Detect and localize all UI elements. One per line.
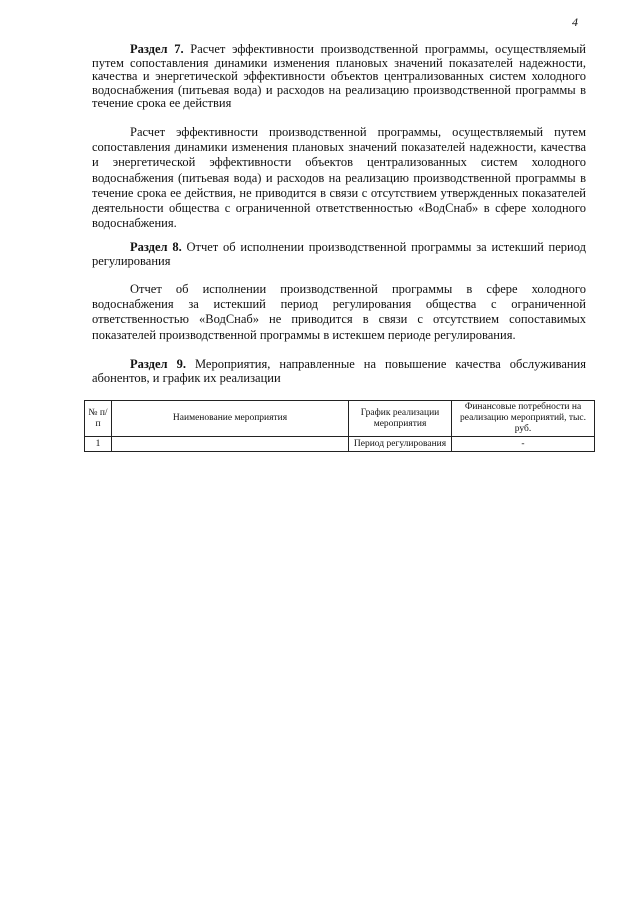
cell-finance: - [452,437,595,452]
section-7-heading [92,43,586,111]
section-7-body: Расчет эффективности производственной программы, осуществляемый путем сопоставления динамики изменения плановых значений показателей надежности, качества и энергетической эффективности объектов централизованных систем холодного водоснабжения (питьевая вода) и расходов на реализацию производственной программы в течение срока ее действия, не приводится в связи с отсутствием утвержденных показателей деятельности общества с ограниченной ответственностью «ВодСнаб» в сфере холодного водоснабжения. [92,125,586,231]
header-num: № п/п [85,401,112,437]
measures-table [84,400,595,452]
section-9-heading [92,358,586,385]
header-finance: Финансовые потребности на реализацию мероприятий, тыс. руб. [452,401,595,437]
section-8-body: Отчет об исполнении производственной программы в сфере холодного водоснабжения за истекший период регулирования общества с ограниченной ответственностью «ВодСнаб» не приводится в связи с отсутствием сопоставимых показателей производственной программы в истекшем периоде регулирования. [92,282,586,342]
section-8-heading [92,241,586,268]
section-7-label: Раздел 7. [130,42,184,56]
section-8-label: Раздел 8. [130,240,182,254]
page-number: 4 [572,15,578,29]
cell-schedule: Период регулирования [349,437,452,452]
cell-name [112,437,349,452]
table-row [85,437,595,452]
cell-num: 1 [85,437,112,452]
section-8-title: Отчет об исполнении производственной программы за истекший период регулирования [92,240,586,268]
table-header-row [85,401,595,437]
section-9-title: Мероприятия, направленные на повышение качества обслуживания абонентов, и график их реализации [92,357,586,385]
header-name: Наименование мероприятия [112,401,349,437]
section-9-label: Раздел 9. [130,357,186,371]
section-7-title: Расчет эффективности производственной программы, осуществляемый путем сопоставления динамики изменения плановых значений показателей надежности, качества и энергетической эффективности объектов централизованных систем холодного водоснабжения (питьевая вода) и расходов на реализацию производственной программы в течение срока ее действия [92,42,586,110]
header-schedule: График реализации мероприятия [349,401,452,437]
